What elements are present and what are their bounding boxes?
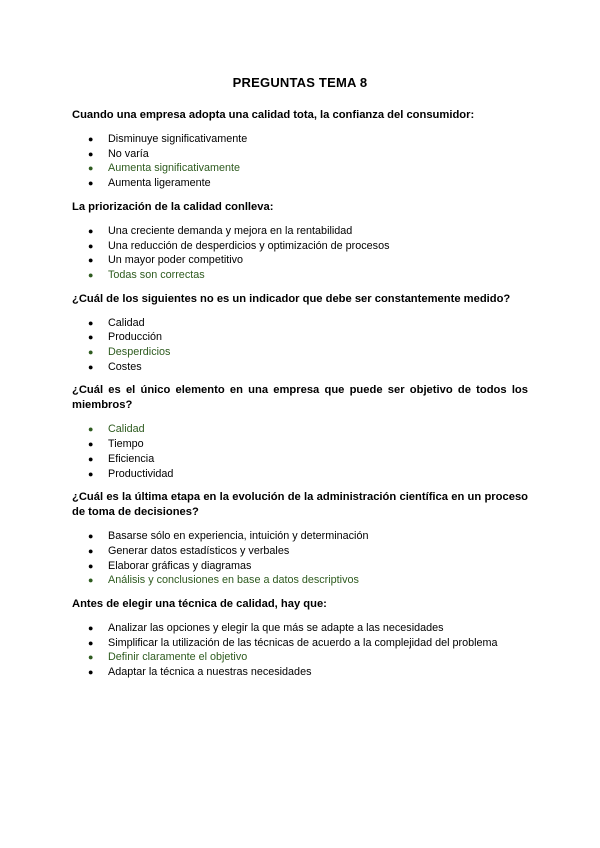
bullet-icon: ● <box>88 637 94 648</box>
option-text: Aumenta ligeramente <box>108 177 211 190</box>
option-list-item <box>88 330 528 345</box>
question-2-text: La priorización de la calidad conlleva: <box>72 200 274 213</box>
question-3-text: ¿Cuál de los siguientes no es un indicador que debe ser constantemente medido? <box>72 292 511 305</box>
option-text: Simplificar la utilización de las técnicas de acuerdo a la complejidad del problema <box>108 636 498 649</box>
option-list-item <box>88 316 528 331</box>
option-text: Calidad <box>108 423 145 436</box>
bullet-icon: ● <box>88 225 94 236</box>
bullet-icon: ● <box>88 255 94 266</box>
option-list-item-correct <box>88 268 528 283</box>
option-list-item-correct <box>88 573 528 588</box>
bullet-icon: ● <box>88 163 94 174</box>
option-list-item <box>88 621 528 636</box>
bullet-icon: ● <box>88 148 94 159</box>
bullet-icon: ● <box>88 317 94 328</box>
bullet-icon: ● <box>88 560 94 571</box>
bullet-icon: ● <box>88 453 94 464</box>
option-text: Eficiencia <box>108 452 155 465</box>
option-list-item-correct <box>88 161 528 176</box>
bullet-icon: ● <box>88 667 94 678</box>
option-list-item <box>88 176 528 191</box>
bullet-icon: ● <box>88 652 94 663</box>
option-list-item <box>88 467 528 482</box>
question-5-options <box>72 529 528 588</box>
bullet-icon: ● <box>88 623 94 634</box>
option-text: Analizar las opciones y elegir la que más se adapte a las necesidades <box>108 622 444 635</box>
question-2-options <box>72 224 528 283</box>
option-text: Una creciente demanda y mejora en la rentabilidad <box>108 224 353 237</box>
option-list-item-correct <box>88 345 528 360</box>
option-text: Calidad <box>108 316 145 329</box>
bullet-icon: ● <box>88 424 94 435</box>
question-6-options <box>72 621 528 680</box>
option-text: Desperdicios <box>108 346 171 359</box>
question-6-text: Antes de elegir una técnica de calidad, hay que: <box>72 598 327 611</box>
bullet-icon: ● <box>88 545 94 556</box>
option-text: Tiempo <box>108 438 144 451</box>
option-list-item <box>88 437 528 452</box>
option-list-item <box>88 636 528 651</box>
question-4-text: ¿Cuál es el único elemento en una empresa que puede ser objetivo de todos los miembros? <box>72 384 528 412</box>
question-5-text: ¿Cuál es la última etapa en la evolución de la administración científica en un proceso de toma de decisiones? <box>72 491 528 519</box>
bullet-icon: ● <box>88 134 94 144</box>
option-list-item-correct <box>88 650 528 665</box>
option-list-item <box>88 360 528 375</box>
option-text: Una reducción de desperdicios y optimización de procesos <box>108 239 390 252</box>
option-text: Generar datos estadísticos y verbales <box>108 544 290 557</box>
question-4-options <box>72 422 528 481</box>
question-1-text: Cuando una empresa adopta una calidad tota, la confianza del consumidor: <box>72 109 475 121</box>
question-1-options <box>72 132 528 191</box>
option-text: Basarse sólo en experiencia, intuición y determinación <box>108 530 369 543</box>
bullet-icon: ● <box>88 347 94 358</box>
option-text: Adaptar la técnica a nuestras necesidades <box>108 666 312 679</box>
option-list-item <box>88 529 528 544</box>
option-list-item <box>88 147 528 162</box>
option-text: Producción <box>108 331 163 344</box>
option-text: Un mayor poder competitivo <box>108 254 244 267</box>
option-text: Definir claramente el objetivo <box>108 651 248 664</box>
bullet-icon: ● <box>88 361 94 372</box>
bullet-icon: ● <box>88 332 94 343</box>
option-text: Todas son correctas <box>108 268 205 281</box>
bullet-icon: ● <box>88 531 94 542</box>
option-text: Costes <box>108 360 142 373</box>
bullet-icon: ● <box>88 439 94 450</box>
option-text: Análisis y conclusiones en base a datos descriptivos <box>108 574 359 587</box>
option-list-item <box>88 239 528 254</box>
option-list-item <box>88 559 528 574</box>
option-text: Productividad <box>108 467 174 480</box>
option-text: Elaborar gráficas y diagramas <box>108 559 252 572</box>
bullet-icon: ● <box>88 269 94 280</box>
option-text: Aumenta significativamente <box>108 162 241 175</box>
page-title: PREGUNTAS TEMA 8 <box>232 75 368 90</box>
option-list-item <box>88 544 528 559</box>
option-list-item <box>88 224 528 239</box>
option-list-item <box>88 132 528 147</box>
question-3-options <box>72 316 528 375</box>
option-list-item <box>88 253 528 268</box>
option-text: No varía <box>108 147 149 160</box>
option-list-item <box>88 452 528 467</box>
bullet-icon: ● <box>88 575 94 586</box>
option-list-item-correct <box>88 422 528 437</box>
bullet-icon: ● <box>88 240 94 251</box>
bullet-icon: ● <box>88 468 94 479</box>
bullet-icon: ● <box>88 178 94 189</box>
option-list-item <box>88 665 528 680</box>
option-text: Disminuye significativamente <box>108 133 248 145</box>
